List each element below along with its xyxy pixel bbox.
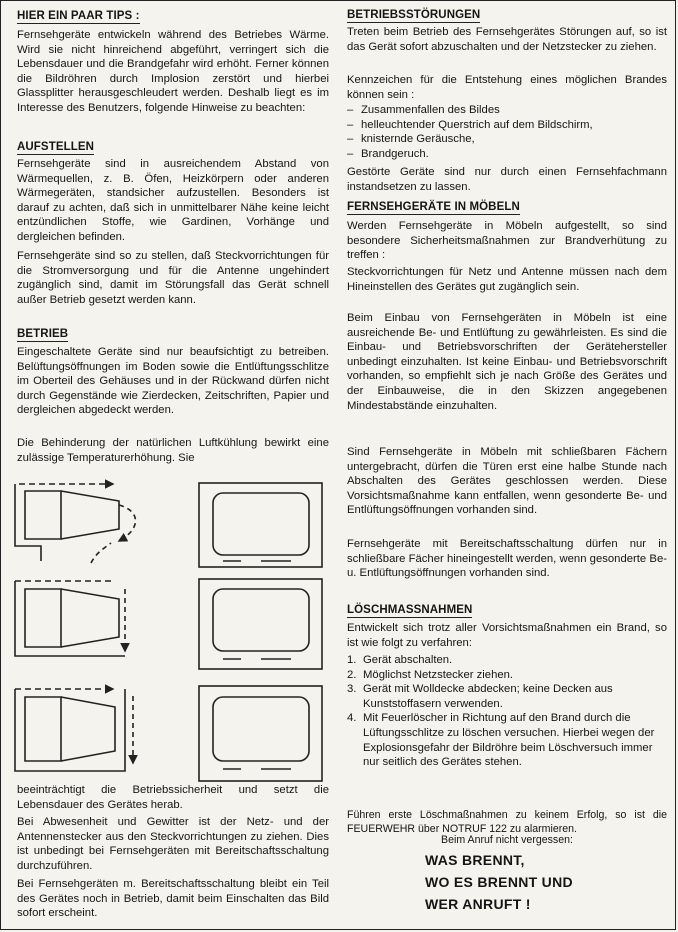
list-item: – helleuchtender Querstrich auf dem Bildschirm, — [347, 118, 593, 131]
front-view-sketch-3 — [199, 686, 322, 781]
list-item: 3. Gerät mit Wolldecke abdecken; keine Decken aus Kunststoffasern verwenden. — [347, 683, 613, 710]
moebel-paragraph-4: Sind Fernsehgeräte in Möbeln mit schließbaren Fächern untergebracht, dürfen die Türen erst eine halbe Stunde nach Abschalten des Gerätes geschlossen werden. Diese Vorsichtsmaßnahme kann entfallen, wenn gesonderte Be- und Entlüftungsöffnungen vorhanden sind. — [347, 446, 667, 517]
tips-text: Fernsehgeräte entwickeln während des Betriebes Wärme. Wird sie nicht hinreichend abgeführt, verringert sich die Lebensdauer und die Brandgefahr wird erhöht. Ferner können die Bildröhren durch Implosion zerstört und hierbei Glassplitter herausgeschleudert werden. Deshalb liegt es im Interesse des Benutzers, folgende Hinweise zu beachten: — [17, 29, 329, 114]
loesch-steps-list — [347, 653, 663, 770]
anruf-line: WAS BRENNT, — [425, 852, 525, 868]
moebel-paragraph-1: Werden Fernsehgeräte in Möbeln aufgestellt, so sind besondere Sicherheitsmaßnahmen zur Brandverhütung zu treffen : — [347, 220, 667, 262]
aufstellen-paragraph-2: Fernsehgeräte sind so zu stellen, daß Steckvorrichtungen für die Stromversorgung und für die Antenne ungehindert zugänglich sind, damit im Störungsfall das Gerät schnell außer Betrieb gesetzt werden kann. — [17, 250, 329, 306]
front-view-sketch-1 — [199, 483, 322, 567]
anruf-line: WER ANRUFT ! — [425, 896, 531, 912]
moebel-paragraph-3: Beim Einbau von Fernsehgeräten in Möbeln ist eine ausreichende Be- und Entlüftung zu gewährleisten. Es sind die Einbau- und Betriebsvorschriften der Gerätehersteller unbedingt einzuhalten. Ist keine Einbau- und Betriebsvorschrift vorhanden, so empfiehlt sich je nach Größe des Gerätes und der Einbauweise, die in den Skizzen angegebenen Mindestabstände einzuhalten. — [347, 312, 667, 412]
list-item: 4. Mit Feuerlöscher in Richtung auf den Brand durch die Lüftungsschlitze zu löschen versuchen. Hierbei wegen der Explosionsgefahr der Bildröhre beim Löschversuch immer nur seitlich des Gerätes stehen. — [347, 712, 655, 769]
list-item: – Zusammenfallen des Bildes — [347, 104, 500, 116]
betrieb-heading: BETRIEB — [17, 328, 69, 340]
stoerungen-paragraph-3: Gestörte Geräte sind nur durch einen Fernsehfachmann instandsetzen zu lassen. — [347, 166, 667, 193]
stoerungen-heading: BETRIEBSSTÖRUNGEN — [347, 9, 481, 21]
loesch-paragraph-1: Entwickelt sich trotz aller Vorsichtsmaßnahmen ein Brand, so ist wie folgt zu verfahren: — [347, 622, 667, 649]
anruf-checklist — [425, 849, 573, 915]
betrieb-paragraph-1: Eingeschaltete Geräte sind nur beaufsichtigt zu betreiben. Belüftungsöffnungen im Boden sowie die Entlüftungsschlitze im Oberteil des Gehäuses und in der Rückwand dürfen nicht durch Gegenstände wie Zierdecken, Zeitschriften, Papier und dergleichen abgedeckt werden. — [17, 346, 329, 417]
side-view-sketch-1 — [15, 484, 136, 563]
moebel-heading: FERNSEHGERÄTE IN MÖBELN — [347, 201, 520, 213]
list-item: 2. Möglichst Netzstecker ziehen. — [347, 668, 514, 681]
loesch-heading: LÖSCHMASSNAHMEN — [347, 604, 473, 616]
brand-signs-list — [347, 103, 667, 161]
anruf-line: WO ES BRENNT UND — [425, 874, 573, 890]
side-view-sketch-3 — [15, 689, 133, 771]
stoerungen-paragraph-2: Kennzeichen für die Entstehung eines möglichen Brandes können sein : — [347, 74, 667, 101]
betrieb-paragraph-3: beeinträchtigt die Betriebssicherheit und setzt die Lebensdauer des Gerätes herab. — [17, 784, 329, 811]
betrieb-paragraph-4: Bei Abwesenheit und Gewitter ist der Netz- und der Antennenstecker aus den Steckvorrichtungen zu ziehen. Dies ist unbedingt bei Fernsehgeräten mit Bereitschaftsschaltung durchzuführen. — [17, 816, 329, 872]
aufstellen-paragraph-1: Fernsehgeräte sind in ausreichendem Abstand von Wärmequellen, z. B. Öfen, Heizkörpern oder anderen Wärmegeräten, standsicher aufzustellen. Besonders ist darauf zu achten, daß sich in unmittelbarer Nähe keine leicht entzündlichen Stoffe, wie Gardinen, Vorhänge und dergleichen befinden. — [17, 158, 329, 243]
notruf-paragraph: Führen erste Löschmaßnahmen zu keinem Erfolg, so ist die FEUERWEHR über NOTRUF 122 zu alarmieren. — [347, 808, 667, 835]
betrieb-paragraph-2: Die Behinderung der natürlichen Luftkühlung bewirkt eine zulässige Temperaturerhöhung. Sie — [17, 437, 329, 464]
list-item: 1. Gerät abschalten. — [347, 654, 453, 666]
aufstellen-heading: AUFSTELLEN — [17, 141, 95, 153]
stoerungen-paragraph-1: Treten beim Betrieb des Fernsehgerätes Störungen auf, so ist das Gerät sofort abzuschalten und der Netzstecker zu ziehen. — [347, 26, 667, 53]
front-view-sketch-2 — [199, 579, 322, 669]
betrieb-paragraph-5: Bei Fernsehgeräten m. Bereitschaftsschaltung bleibt ein Teil des Gerätes noch in Betrieb, damit beim Einschalten das Bild sofort erscheint. — [17, 878, 329, 920]
moebel-paragraph-5: Fernsehgeräte mit Bereitschaftsschaltung dürfen nur in schließbare Fächer hineingestellt werden, wenn gesonderte Be- u. Entlüftungsöffnungen vorhanden sind. — [347, 538, 667, 580]
list-item: – knisternde Geräusche, — [347, 133, 475, 146]
list-item: – Brandgeruch. — [347, 147, 429, 160]
anruf-label: Beim Anruf nicht vergessen: — [441, 834, 573, 846]
side-view-sketch-2 — [15, 581, 125, 656]
moebel-paragraph-2: Steckvorrichtungen für Netz und Antenne müssen nach dem Hineinstellen des Gerätes gut zugänglich sein. — [347, 266, 667, 293]
installation-sketches — [1, 471, 341, 791]
tips-heading: HIER EIN PAAR TIPS : — [17, 10, 140, 22]
